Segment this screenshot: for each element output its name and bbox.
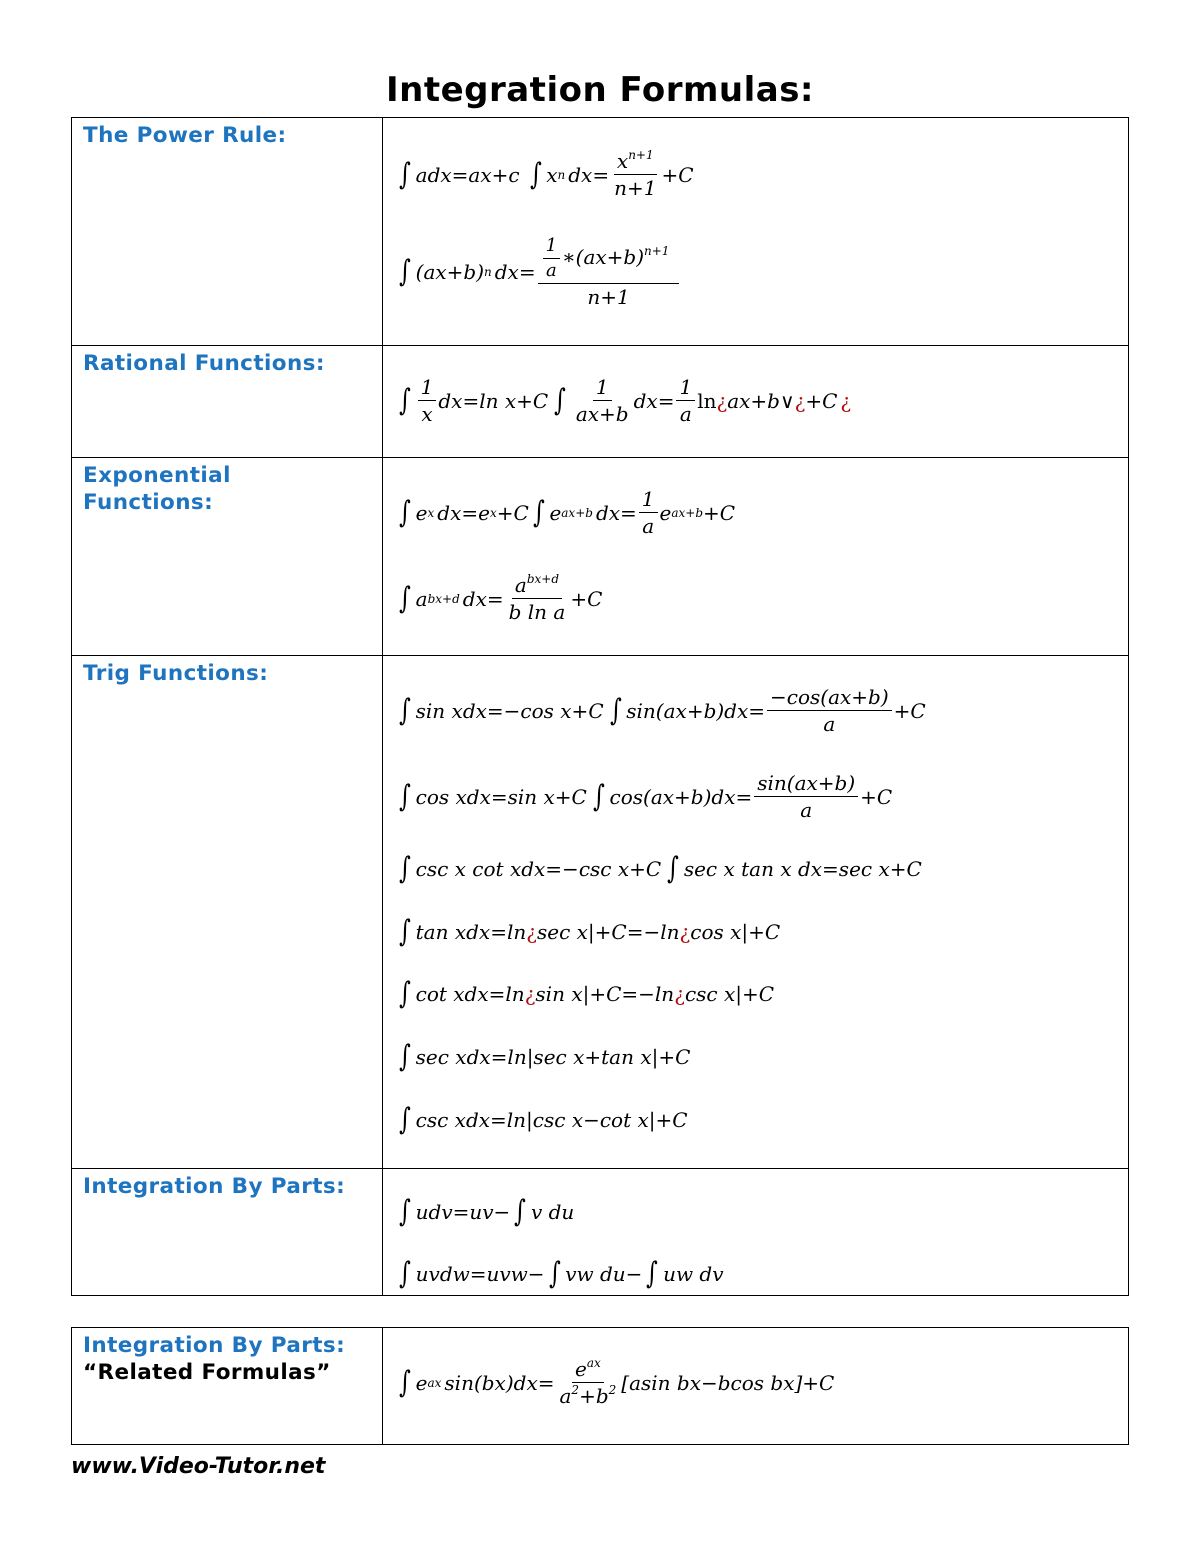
denominator: a: [545, 259, 557, 281]
formula-text: adx=ax+c: [415, 162, 520, 187]
formula-trig-5: [397, 976, 775, 1011]
label-cell: [72, 656, 383, 1169]
formula-text: +C: [703, 500, 736, 525]
fraction: [611, 150, 659, 199]
formula-text: +C: [661, 162, 694, 187]
formula-text: cot xdx=ln: [415, 982, 525, 1006]
row-power-rule: [72, 118, 1129, 346]
formula-rational-1: [397, 376, 851, 425]
formula-text: e: [549, 500, 562, 525]
formula-cell: [383, 346, 1129, 458]
section-label-trig: Trig Functions:: [83, 661, 269, 686]
fraction: [639, 488, 658, 537]
integral-sign: ∫: [529, 156, 542, 192]
formula-exp-2: ∫ a bx+d dx= $\frac{a^{bx+d}}{\text{b ln a}}$ +C: [398, 572, 603, 624]
integral-sign: ∫: [398, 382, 411, 418]
exponent: 2: [608, 1383, 617, 1397]
error-glyph: ¿: [526, 920, 537, 944]
fraction: [538, 236, 680, 308]
formula-text: dx=: [494, 259, 536, 284]
section-label-rational: Rational Functions:: [83, 351, 325, 376]
formula-text: sec x tan x dx=sec x+C: [683, 857, 922, 881]
formula-text: uvdw=uvw−: [415, 1262, 545, 1286]
integral-sign: ∫: [398, 1039, 411, 1074]
exponent: 2: [571, 1383, 580, 1397]
formula-trig-2: [397, 772, 892, 821]
formula-text: uw dv: [663, 1262, 724, 1286]
row-by-parts: [72, 1169, 1129, 1296]
integral-sign: ∫: [592, 778, 605, 814]
integral-sign: ∫: [398, 1256, 411, 1291]
label-cell: [72, 458, 383, 656]
row-trig: [72, 656, 1129, 1169]
fraction: [556, 1358, 619, 1407]
numerator: sin(ax+b): [754, 772, 858, 797]
fraction: [506, 574, 569, 623]
formula-text: v du: [530, 1200, 575, 1224]
denominator: a: [679, 402, 692, 426]
numerator: x: [616, 149, 629, 173]
integral-sign: ∫: [667, 851, 679, 886]
formula-text: x: [546, 162, 558, 187]
error-glyph: ¿: [840, 388, 852, 413]
formula-related-1: ∫ e ax sin(bx)dx= $\frac{e^{ax}}{a^2+b^2}$ [asin bx−bcos bx]+C: [398, 1356, 835, 1408]
integral-sign: ∫: [646, 1256, 659, 1291]
integral-sign: ∫: [398, 1102, 411, 1137]
formula-cell: [383, 118, 1129, 346]
section-label-by-parts: Integration By Parts:: [83, 1174, 346, 1199]
formula-cell: [383, 1328, 1129, 1445]
denominator: x: [421, 402, 433, 426]
formula-text: e: [415, 1370, 428, 1395]
row-related: [72, 1328, 1129, 1445]
denominator: a: [559, 1384, 572, 1408]
numerator: 1: [676, 376, 695, 401]
denominator: +b: [579, 1384, 609, 1408]
denominator: a: [642, 514, 655, 538]
formula-text: e: [415, 500, 428, 525]
error-glyph: ¿: [679, 920, 691, 944]
exponent: n+1: [644, 243, 670, 258]
denominator: b ln a: [508, 600, 566, 624]
inner-fraction: [543, 236, 560, 281]
formula-text: ∗(ax+b): [562, 244, 645, 269]
footer-website: www.Video-Tutor.net: [71, 1454, 326, 1479]
integral-sign: ∫: [398, 778, 411, 814]
formula-text: dx=: [595, 500, 637, 525]
numerator: a: [514, 573, 527, 597]
page-title: Integration Formulas:: [385, 70, 815, 110]
fraction: [767, 686, 892, 735]
label-cell: [72, 1328, 383, 1445]
integral-sign: ∫: [609, 692, 622, 728]
integral-sign: ∫: [398, 692, 411, 728]
label-cell: [72, 118, 383, 346]
integral-sign: ∫: [398, 580, 411, 616]
formula-text: sin x|+C=−ln: [535, 982, 675, 1006]
numerator: e: [574, 1357, 587, 1381]
formula-text: dx=: [462, 586, 504, 611]
formula-text: cos xdx=sin x+C: [415, 784, 587, 809]
formula-text: ax+b∨: [727, 388, 795, 413]
formula-text: ln: [697, 388, 717, 413]
integral-sign: ∫: [398, 1364, 411, 1400]
integral-sign: ∫: [554, 382, 566, 418]
formula-cell: [383, 656, 1129, 1169]
fraction: [754, 772, 858, 821]
formula-text: e: [659, 500, 672, 525]
section-label-exponential: Exponential: [83, 463, 231, 488]
formula-text: +C: [805, 388, 838, 413]
denominator: a: [800, 798, 813, 822]
formula-trig-1: [397, 686, 926, 735]
formula-text: vw du−: [565, 1262, 643, 1286]
formula-text: dx=: [633, 388, 675, 413]
exponent: ax: [586, 1356, 601, 1370]
formula-cell: [383, 458, 1129, 656]
integral-sign: ∫: [398, 914, 411, 949]
formula-text: +C: [893, 698, 926, 723]
section-sublabel-related: “Related Formulas”: [83, 1360, 331, 1385]
label-cell: [72, 1169, 383, 1296]
numerator: 1: [543, 236, 560, 259]
formula-parts-1: [397, 1194, 575, 1229]
denominator: a: [823, 712, 836, 736]
formula-text: (ax+b): [415, 259, 485, 284]
formula-text: sec xdx=ln|sec x+tan x|+C: [415, 1045, 691, 1069]
formula-text: dx=: [568, 162, 610, 187]
formula-text: +C: [860, 784, 893, 809]
formula-table: [71, 117, 1129, 1296]
error-glyph: ¿: [524, 982, 536, 1006]
formula-parts-2: [397, 1256, 724, 1291]
formula-text: sin(ax+b)dx=: [626, 698, 766, 723]
numerator: 1: [418, 376, 437, 401]
denominator: ax+b: [575, 402, 629, 426]
error-glyph: ¿: [794, 388, 806, 413]
label-cell: [72, 346, 383, 458]
section-label-power-rule: The Power Rule:: [83, 123, 287, 148]
formula-power-1: ∫ adx=ax+c ∫ x n dx= $\frac{x^{n+1}}{n+1}$ +C: [398, 148, 694, 200]
integral-sign: ∫: [398, 494, 411, 530]
denominator: n+1: [587, 284, 630, 309]
numerator: 1: [639, 488, 658, 513]
integral-sign: ∫: [532, 494, 545, 530]
formula-text: csc xdx=ln|csc x−cot x|+C: [415, 1108, 688, 1132]
section-label-exponential-2: Functions:: [83, 490, 214, 515]
numerator: −cos(ax+b): [767, 686, 892, 711]
formula-text: tan xdx=ln: [415, 920, 527, 944]
fraction: [418, 376, 437, 425]
formula-exp-1: ∫ e x dx=e x +C ∫ e ax+b dx= $\frac{1}{a}$ e ax+b +C: [398, 487, 736, 538]
integral-sign: ∫: [398, 851, 411, 886]
exponent: n+1: [628, 148, 654, 162]
formula-text: [asin bx−bcos bx]+C: [621, 1370, 835, 1395]
section-label-related: Integration By Parts:: [83, 1333, 346, 1358]
exponent: bx+d: [526, 572, 560, 586]
formula-text: csc x|+C: [684, 982, 775, 1006]
formula-text: +C: [496, 500, 529, 525]
formula-text: dx=ln x+C: [438, 388, 549, 413]
formula-text: sin(bx)dx=: [444, 1370, 555, 1395]
formula-text: dx=e: [437, 500, 490, 525]
integral-sign: ∫: [548, 1256, 561, 1291]
formula-trig-4: [397, 914, 781, 949]
formula-trig-7: [397, 1102, 688, 1137]
integral-sign: ∫: [398, 253, 411, 289]
formula-text: sec x|+C=−ln: [536, 920, 680, 944]
formula-text: cos x|+C: [690, 920, 781, 944]
integral-sign: ∫: [398, 156, 411, 192]
fraction: [573, 376, 632, 425]
formula-cell: [383, 1169, 1129, 1296]
denominator: n+1: [614, 176, 657, 200]
formula-text: udv=uv−: [415, 1200, 511, 1224]
error-glyph: ¿: [716, 388, 728, 413]
numerator: 1: [593, 376, 612, 401]
formula-trig-6: [397, 1039, 691, 1074]
integral-sign: ∫: [514, 1194, 527, 1229]
row-exponential: [72, 458, 1129, 656]
fraction: [676, 376, 695, 425]
formula-text: cos(ax+b)dx=: [609, 784, 753, 809]
integral-sign: ∫: [398, 976, 411, 1011]
formula-trig-3: [397, 851, 922, 886]
formula-power-2: ∫ (ax+b) n dx= $\frac{1}{a}$ $∗(ax+b)^{n+1}$ n+1: [397, 236, 681, 308]
formula-text: csc x cot xdx=−csc x+C: [415, 857, 662, 881]
error-glyph: ¿: [674, 982, 685, 1006]
formula-text: a: [415, 586, 428, 611]
formula-text: +C: [570, 586, 603, 611]
row-rational: [72, 346, 1129, 458]
integral-sign: ∫: [398, 1194, 411, 1229]
formula-text: sin xdx=−cos x+C: [415, 698, 604, 723]
related-formula-table: [71, 1327, 1129, 1445]
